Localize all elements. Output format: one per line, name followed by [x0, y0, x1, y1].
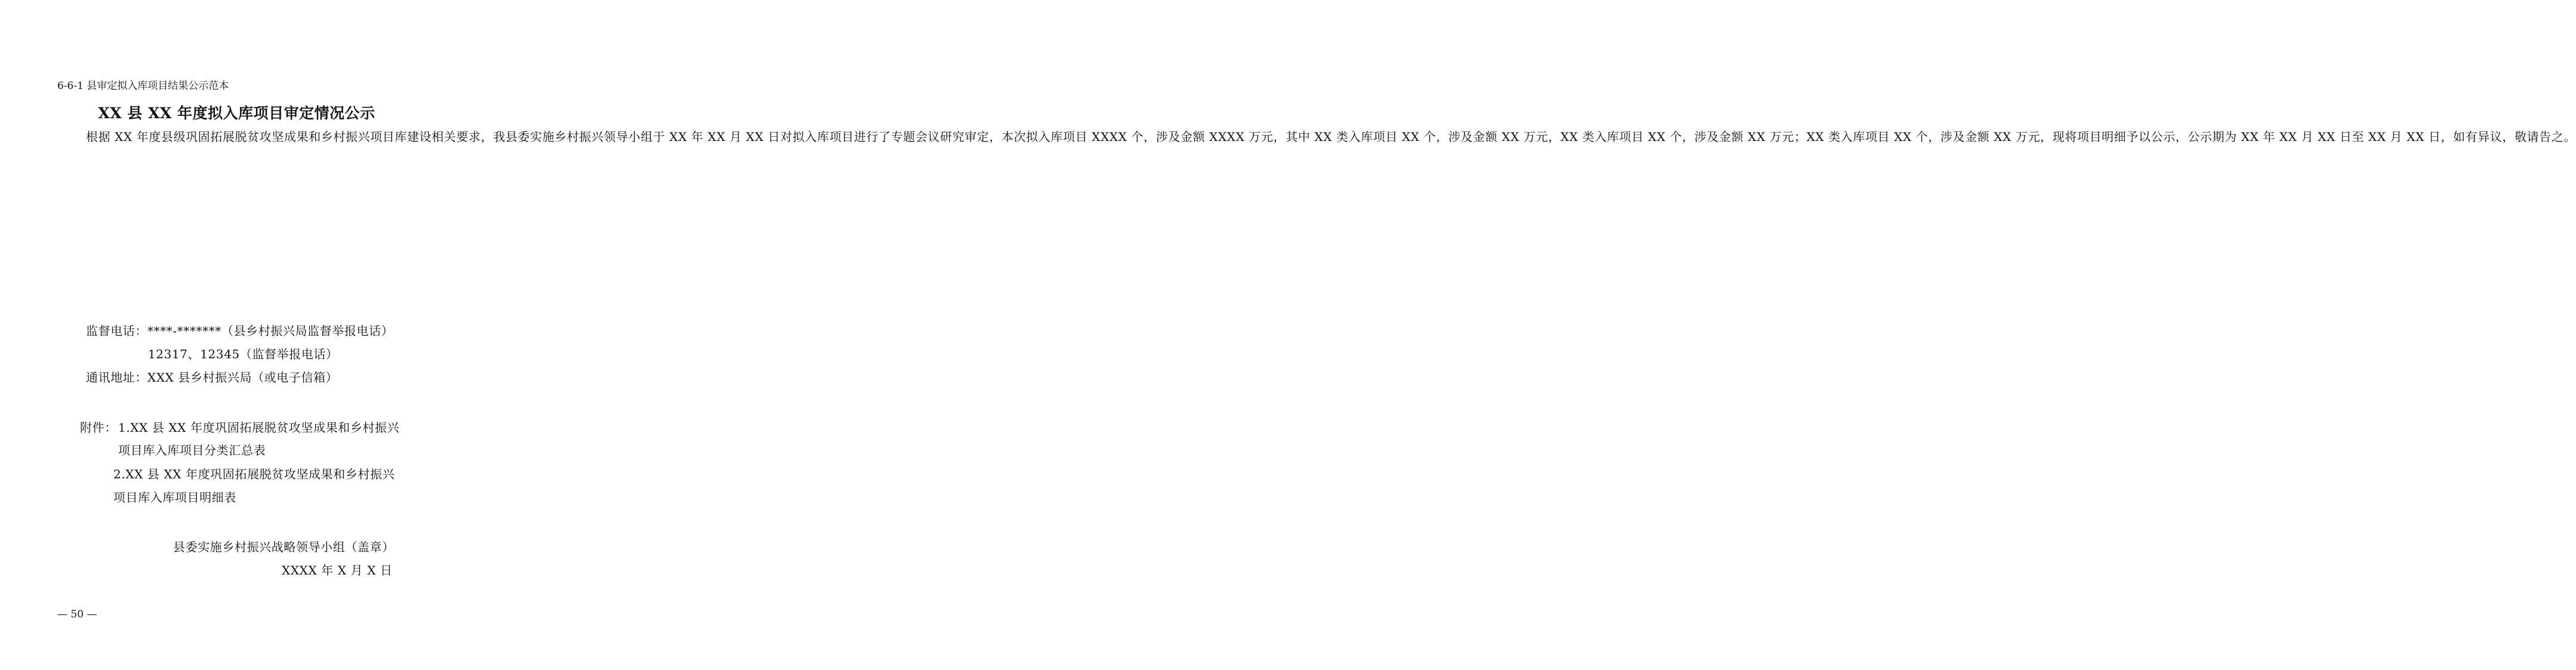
mailing-address: 通讯地址：XXX 县乡村振兴局（或电子信箱）	[86, 370, 338, 385]
section-reference: 6-6-1 县审定拟入库项目结果公示范本	[57, 80, 229, 92]
supervision-phone: 监督电话：****-*******（县乡村振兴局监督举报电话）	[86, 324, 394, 338]
attachment-2-line-2: 项目库入库项目明细表	[113, 490, 236, 505]
body-paragraph: 根据 XX 年度县级巩固拓展脱贫攻坚成果和乡村振兴项目库建设相关要求，我县委实施乡村振兴领导小组于 XX 年 XX 月 XX 日对拟入库项目进行了专题会议研究审定，本次拟入库项目 XXXX 个，涉及金额 XXXX 万元，其中 XX 类入库项目 XX 个，涉及金额 XX 万元，XX 类入库项目 XX 个，涉及金额 XX 万元；XX 类入库项目 XX 个，涉及金额 XX 万元，现将项目明细予以公示，公示期为 XX 年 XX 月 XX 日至 XX 月 XX 日，如有异议，敬请告之。	[86, 130, 2576, 144]
signature-organization: 县委实施乡村振兴战略领导小组（盖章）	[173, 540, 395, 554]
supervision-hotline: 12317、12345（监督举报电话）	[148, 347, 338, 361]
attachment-2-line-1: 2.XX 县 XX 年度巩固拓展脱贫攻坚成果和乡村振兴	[113, 467, 395, 481]
signature-date: XXXX 年 X 月 X 日	[282, 563, 393, 577]
attachments-label: 附件：	[80, 420, 117, 435]
attachment-1-line-1: 1.XX 县 XX 年度巩固拓展脱贫攻坚成果和乡村振兴	[118, 420, 400, 435]
document-title: XX 县 XX 年度拟入库项目审定情况公示	[98, 105, 375, 122]
attachment-1-line-2: 项目库入库项目分类汇总表	[118, 443, 266, 457]
page-number: — 50 —	[57, 608, 97, 620]
